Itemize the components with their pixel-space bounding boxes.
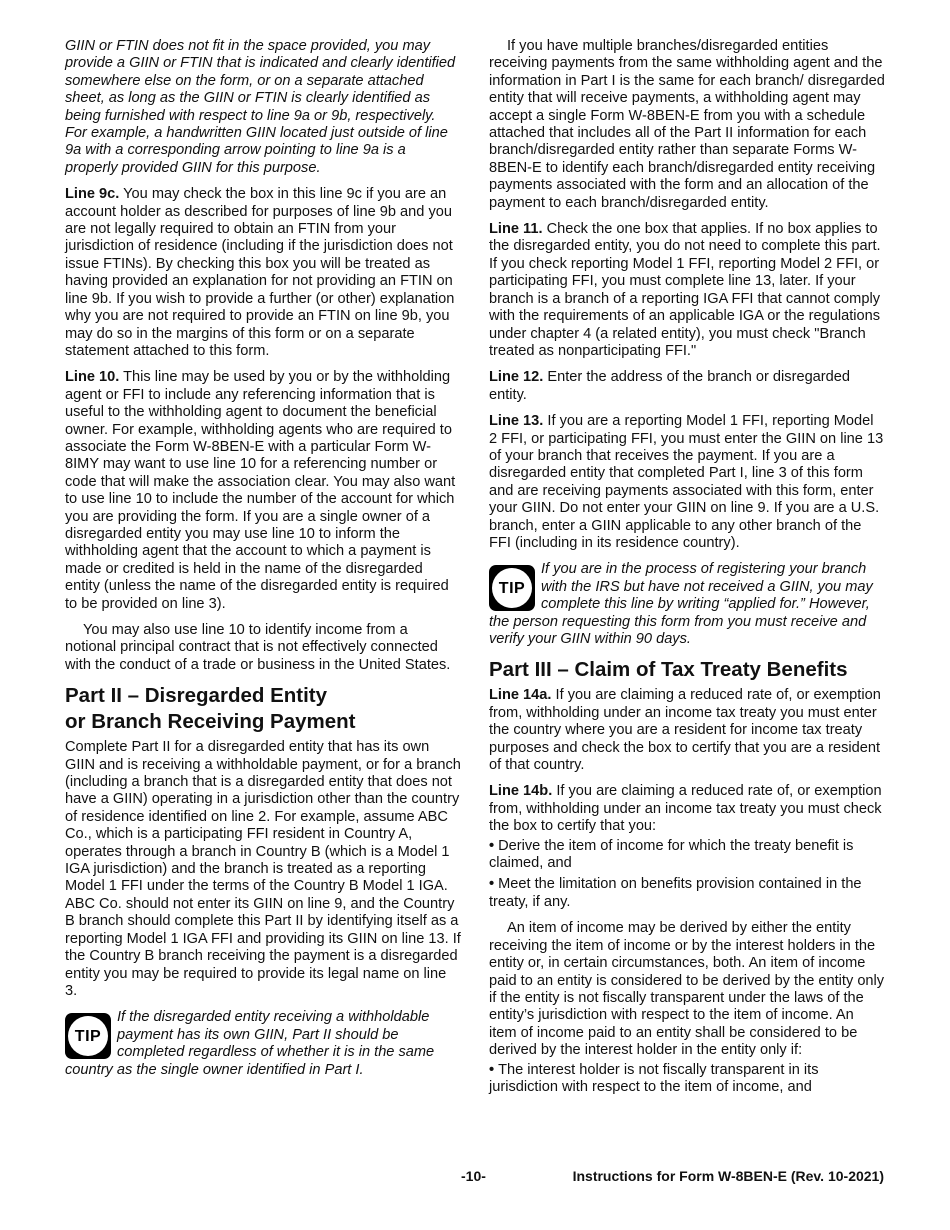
- line9c-paragraph: [65, 186, 461, 360]
- line14a-paragraph: [489, 687, 885, 774]
- tip-text: If the disregarded entity receiving a withholdable payment has its own GIIN, Part II should be completed regardless of whether it is in the same country as the single owner identified in Part I.: [65, 1009, 435, 1078]
- line10-second-paragraph: You may also use line 10 to identify income from a notional principal contract that is not effectively connected with the conduct of a trade or business in the United States.: [65, 622, 451, 673]
- part2-paragraph: Complete Part II for a disregarded entity that has its own GIIN and is receiving a withholdable payment, or for a branch (including a branch that is a disregarded entity that does not have a GIIN) operating in a jurisdiction other than the country of residence identified on line 2. For example, assume ABC Co., which is a participating FFI resident in Country A, operates through a branch in Country B (which is a Model 1 IGA jurisdiction) and the branch is treated as a reporting Model 1 FFI under the terms of the Country B Model 1 IGA. ABC Co. should not enter its GIIN on line 9, and the Country B branch should complete this Part II by identifying itself as a reporting Model 1 IGA FFI and providing its GIIN on line 13. If the Country B branch receiving the payment is a disregarded entity you may be required to provide its legal name on line 3.: [65, 739, 461, 999]
- line11-paragraph: [489, 221, 885, 360]
- tip-icon-label: TIP: [492, 568, 532, 608]
- branches-paragraph: If you have multiple branches/disregarded entities receiving payments from the same withholding agent and the information in Part I is the same for each branch/ disregarded entity that will receive payments, a withholding agent may accept a single Form W-8BEN-E from you with a schedule attached that includes all of the Part II information for each branch/disregarded entity rather than separate Forms W-8BEN-E to identify each branch/disregarded entity receiving payments associated with the form and an allocation of the payment to each branch/disregarded entity.: [489, 38, 885, 211]
- form-title: Instructions for Form W-8BEN-E (Rev. 10-2021): [572, 1168, 884, 1184]
- line14a-label: Line 14a.: [489, 687, 552, 704]
- tip-box-left: [65, 1009, 461, 1079]
- bullet-item: [489, 1062, 885, 1097]
- tip-icon-label: TIP: [68, 1016, 108, 1056]
- part3-heading: Part III – Claim of Tax Treaty Benefits: [489, 658, 848, 682]
- line14b-label: Line 14b.: [489, 783, 553, 800]
- line11-text: Check the one box that applies. If no box applies to the disregarded entity, you do not need to complete this part. If you check reporting Model 1 FFI, reporting Model 2 FFI, or participating FFI, you must complete line 13, later. If your branch is a branch of a reporting IGA FFI that cannot comply with the requirements of an applicable IGA or the regulations under chapter 4 (a related entity), you must check "Branch treated as nonparticipating FFI.": [489, 221, 881, 359]
- left-column: [65, 38, 461, 1088]
- tip-text: If you are in the process of registering your branch with the IRS but have not received a GIIN, you may complete this line by writing “applied for.” However, the person requesting this form from you must receive and verify your GIIN within 90 days.: [489, 561, 873, 647]
- bullet-item: [489, 876, 885, 911]
- bullet-text: Meet the limitation on benefits provision contained in the treaty, if any.: [489, 876, 862, 910]
- bullet-text: Derive the item of income for which the treaty benefit is claimed, and: [489, 837, 854, 872]
- line12-label: Line 12.: [489, 369, 544, 386]
- intro-italic-paragraph: GIIN or FTIN does not fit in the space provided, you may provide a GIIN or FTIN that is indicated and clearly identified somewhere else on the form, or on a separate attached sheet, as long as the GIIN or FTIN is clearly identified as being furnished with respect to line 9a or 9b, respectively. For example, a handwritten GIIN located just outside of line 9a with a corresponding arrow pointing to line 9a is a properly provided GIIN for this purpose.: [65, 38, 456, 176]
- line9c-text: You may check the box in this line 9c if you are an account holder as described for purposes of line 9b and you are not legally required to obtain an FTIN from your jurisdiction of residence (including if the jurisdiction does not issue FTINs). By checking this box you will be treated as having provided an explanation for not providing an FTIN on line 9b. If you wish to provide a further (or other) explanation why you are not required to provide an FTIN on line 9b, you may do so in the margins of this form or on a separate statement attached to this form.: [65, 186, 455, 359]
- line13-label: Line 13.: [489, 413, 544, 430]
- tip-icon: [65, 1013, 111, 1059]
- line14a-text: If you are claiming a reduced rate of, or exemption from, withholding under an income tax treaty you must enter the country where you are a resident for income tax treaty purposes and check the box to certify that you are a resident of that country.: [489, 687, 881, 774]
- line14b-text: If you are claiming a reduced rate of, or exemption from, withholding under an income tax treaty you must check the box to certify that you:: [489, 783, 882, 835]
- bullet-dot-icon: •: [489, 876, 495, 893]
- line9c-label: Line 9c.: [65, 186, 120, 203]
- bullet-item: [489, 838, 885, 873]
- line10-text: This line may be used by you or by the withholding agent or FFI to include any referencing information that is useful to the withholding agent to document the beneficial owner. For example, withholding agents who are required to associate the Form W-8BEN-E with a particular Form W-8IMY may want to use line 10 for a referencing number or code that will make the association clear. You may also want to use line 10 to include the number of the account for which you are providing the form. If you are a single owner of a disregarded entity you may use line 10 to inform the withholding agent that the account to which a payment is made or credited is held in the name of the disregarded entity (unless the name of the disregarded entity is required to be provided on line 3).: [65, 369, 456, 612]
- right-column: [489, 38, 885, 1100]
- line10-label: Line 10.: [65, 369, 120, 386]
- bullet-dot-icon: •: [489, 837, 495, 854]
- bullet-dot-icon: •: [489, 1061, 495, 1078]
- tip-box-right: [489, 561, 885, 648]
- part2-heading: [65, 683, 461, 735]
- line11-label: Line 11.: [489, 221, 543, 238]
- tip-icon: [489, 565, 535, 611]
- line13-paragraph: [489, 413, 885, 552]
- line12-paragraph: [489, 369, 885, 404]
- line12-text: Enter the address of the branch or disregarded entity.: [489, 369, 851, 403]
- part2-heading-line1: Part II – Disregarded Entity: [65, 684, 328, 708]
- derived-paragraph: An item of income may be derived by either the entity receiving the item of income or by the interest holders in the entity or, in certain circumstances, both. An item of income paid to an entity is considered to be derived by the entity only if the entity is not fiscally transparent under the laws of the entity’s jurisdiction with respect to the item of income. An item of income paid to an entity shall be considered to be derived by the interest holder in the entity only if:: [489, 920, 885, 1059]
- line13-text: If you are a reporting Model 1 FFI, reporting Model 2 FFI, or participating FFI, you must enter the GIIN on line 13 of your branch that receives the payment. If you are a disregarded entity that completed Part I, line 3 of this form and are receiving payments associated with this form, enter your GIIN. Do not enter your GIIN on line 9. If you are a U.S. branch, enter a GIIN applicable to any other branch of the FFI (including in its residence country).: [489, 413, 884, 551]
- bullet-text: The interest holder is not fiscally transparent in its jurisdiction with respect to the item of income, and: [489, 1061, 819, 1095]
- page-number: -10-: [461, 1168, 486, 1184]
- line14b-paragraph: [489, 783, 885, 835]
- part2-heading-line2: or Branch Receiving Payment: [65, 710, 356, 734]
- line10-paragraph: [65, 369, 461, 613]
